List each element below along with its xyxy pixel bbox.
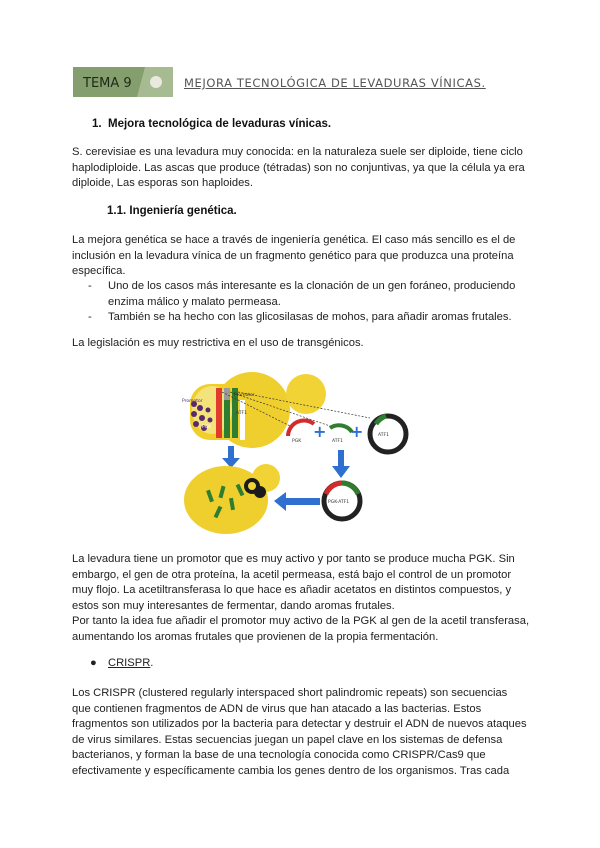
text-line: fragmentos son utilizados por la bacteria para detectar y destruir el ADN de nuevos ataques (72, 718, 527, 730)
crispr-paragraph (72, 686, 534, 779)
text-line: haplodiploide. Las ascas que produce (tétradas) son no conjuntivas, ya que la célula ya era (72, 161, 525, 174)
text-line: Los CRISPR (clustered regularly interspaced short palindromic repeats) son secuencias (72, 687, 508, 699)
pgk-paragraph (72, 552, 534, 645)
gene-a-label: PGK (292, 439, 302, 444)
plasmid2-label: PGK-ATF1 (328, 500, 350, 505)
text-line: enzima málico y malato permeasa. (108, 295, 281, 308)
gene-label: ATF1 (236, 411, 247, 416)
text-line: de virus similares. Estas secuencias juegan un papel clave en los sistemas de defensa (72, 733, 503, 746)
text-line: La levadura tiene un promotor que es muy activo y por tanto se produce mucha PGK. Sin (72, 553, 515, 565)
pgk-label: PGK (202, 425, 212, 430)
crispr-bullet (90, 657, 153, 669)
dash-marker: - (88, 311, 92, 323)
text-line: muy flojo. La acetiltransferasa lo que hace es añadir acetatos en distintos compuestos, y (72, 584, 512, 596)
crispr-link[interactable]: CRISPR (108, 657, 151, 669)
tema-banner (73, 66, 173, 98)
gene-fragment-a (288, 420, 314, 436)
dash-list (72, 279, 534, 326)
promoter2-label: Promotor (234, 393, 255, 398)
plasmid-label: ATF1 (378, 433, 389, 438)
legislation-text: La legislación es muy restrictiva en el uso de transgénicos. (72, 337, 364, 349)
text-line: que contienen fragmentos de ADN de virus que han atacado a las bacterias. Estos (72, 702, 482, 715)
list-item (72, 279, 534, 310)
text-line: específica. (72, 265, 126, 277)
promoter-label: Promotor (182, 399, 203, 404)
section-title: Mejora tecnológica de levaduras vínicas. (108, 118, 332, 130)
section-heading-1 (92, 118, 331, 130)
text-line: S. cerevisiae es una levadura muy conocida: en la naturaleza suele ser diploide, tiene ciclo (72, 146, 523, 158)
text-line: aumentando los aromas frutales que provienen de la propia fermentación. (72, 630, 439, 643)
text-line: Uno de los casos más interesante es la clonación de un gen foráneo, produciendo (108, 280, 516, 292)
text-line: Por tanto la idea fue añadir el promotor muy activo de la PGK al gen de la acetil transferasa, (72, 615, 530, 627)
genetic-paragraph (72, 233, 534, 280)
subsection-heading: 1.1. Ingeniería genética. (107, 205, 237, 217)
yeast-diagram (180, 370, 420, 542)
leaf-icon (150, 76, 162, 88)
bullet-icon: ● (90, 657, 97, 669)
gene-fragment-b (330, 425, 352, 432)
chromosome-red (216, 388, 222, 438)
text-line: embargo, el gen de otra proteína, la acetil permeasa, está bajo el control de un promotor (72, 568, 512, 581)
text-line: efectivamente y específicamente cambia los genes dentro de los organismos. Tras cada (72, 764, 510, 777)
text-line: inclusión en la levadura vínica de un fragmento genético para que produzca una proteína (72, 249, 514, 262)
text-line: estos son muy interesantes de fermentar, dando aromas frutales. (72, 599, 395, 612)
plus-icon: + (313, 422, 327, 441)
suffix: . (150, 657, 154, 669)
intro-paragraph (72, 145, 534, 192)
dash-marker: - (88, 280, 92, 292)
list-item (72, 310, 534, 326)
gene-b-label: ATF1 (332, 439, 343, 444)
page-header-title: MEJORA TECNOLÓGICA DE LEVADURAS VÍNICAS. (184, 76, 486, 90)
tema-label: TEMA 9 (83, 76, 132, 91)
text-line: La mejora genética se hace a través de ingeniería genética. El caso más sencillo es el de (72, 234, 516, 246)
yeast-bud (286, 374, 326, 414)
section-number: 1. (92, 118, 102, 130)
plus-icon: + (350, 422, 364, 441)
text-line: bacterianos, y forman la base de una tecnología conocida como CRISPR/Cas9 que (72, 749, 486, 761)
text-line: También se ha hecho con las glicosilasas de mohos, para añadir aromas frutales. (108, 311, 512, 323)
text-line: diploide, Las esporas son haploides. (72, 177, 253, 189)
